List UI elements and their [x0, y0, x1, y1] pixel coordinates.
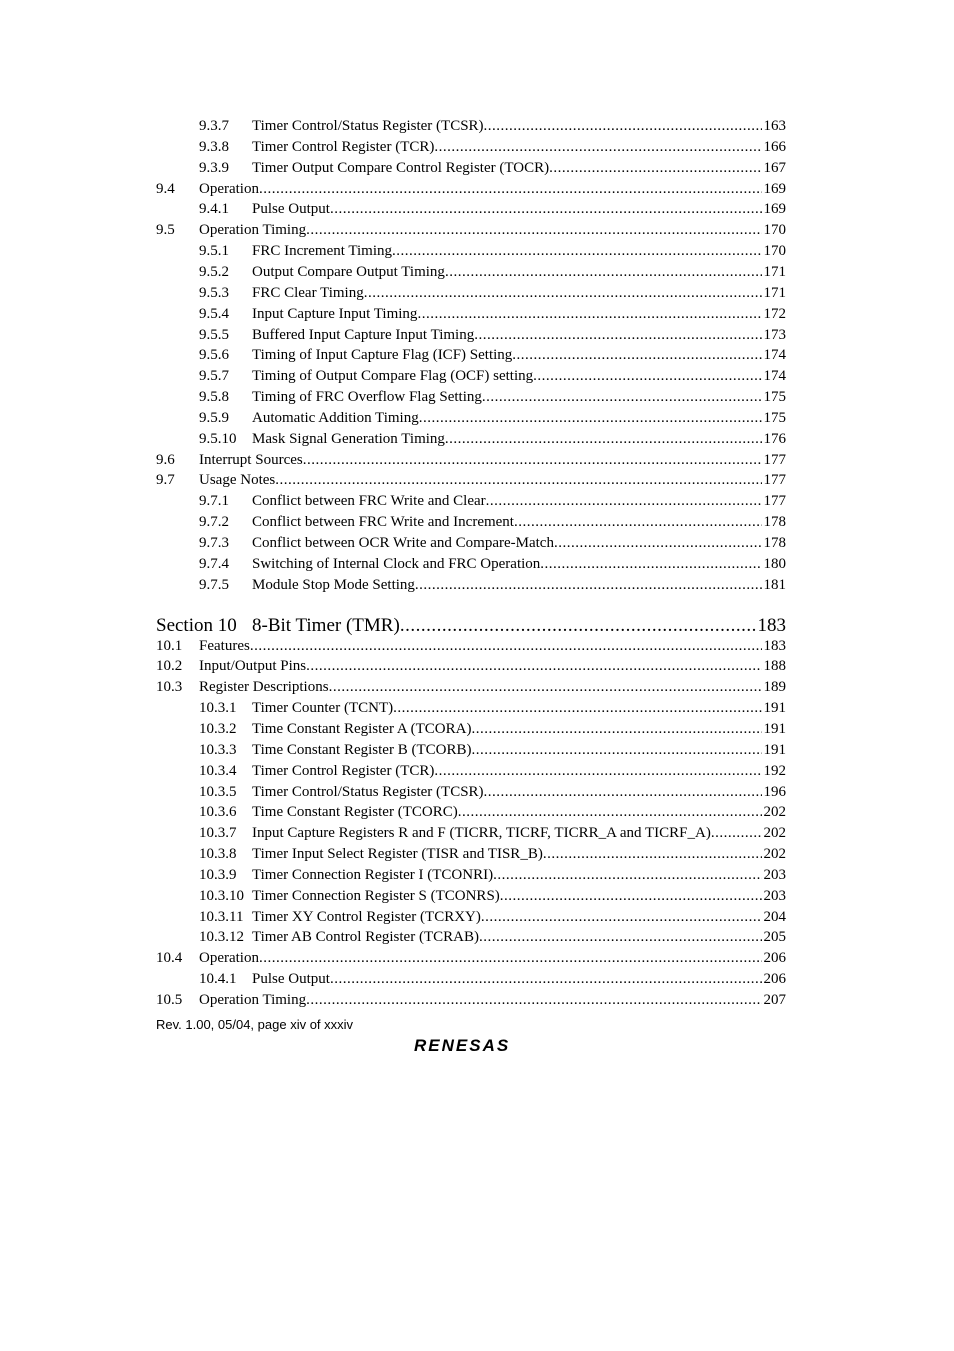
- toc-entry-number: 9.5.1: [199, 243, 229, 260]
- toc-entry[interactable]: [199, 325, 786, 346]
- toc-dot-leader: [479, 927, 762, 948]
- toc-entry-page: 170: [763, 222, 786, 239]
- toc-entry-number: 10.5: [156, 992, 183, 1008]
- toc-entry-number: 9.3.9: [199, 159, 229, 176]
- toc-dot-leader: [250, 636, 762, 657]
- toc-dot-leader: [415, 575, 762, 596]
- toc-entry[interactable]: [199, 199, 786, 220]
- toc-entry-page: 189: [763, 679, 786, 696]
- toc-entry-title: Timer Connection Register S (TCONRS): [252, 887, 500, 904]
- toc-entry-number: 10.4: [156, 950, 183, 967]
- toc-entry-title: Module Stop Mode Setting: [252, 576, 415, 593]
- toc-entry-page: 180: [763, 555, 786, 572]
- toc-dot-leader: [514, 512, 762, 533]
- toc-entry[interactable]: [199, 345, 786, 366]
- toc-entry-page: 170: [763, 243, 786, 260]
- toc-entry[interactable]: [199, 865, 786, 886]
- toc-entry-title: Pulse Output: [252, 971, 330, 988]
- toc-entry-title: FRC Increment Timing: [252, 243, 393, 260]
- toc-entry-page: 183: [763, 637, 786, 654]
- toc-entry-title: Timer Output Compare Control Register (TOCR): [252, 159, 550, 176]
- toc-entry[interactable]: [199, 554, 786, 575]
- toc-entry-number: 9.4: [156, 180, 175, 197]
- toc-dot-leader: [543, 844, 762, 865]
- toc-entry-page: 166: [763, 138, 786, 155]
- toc-dot-leader: [330, 969, 762, 990]
- toc-entry[interactable]: [156, 179, 786, 200]
- toc-dot-leader: [471, 719, 761, 740]
- toc-entry-number: 9.7.2: [199, 514, 229, 531]
- toc-entry-page: 203: [763, 866, 786, 883]
- toc-entry[interactable]: [156, 677, 786, 698]
- toc-entry-number: 9.4.1: [199, 201, 229, 218]
- toc-entry[interactable]: [199, 387, 786, 408]
- toc-entry-title: Operation Timing: [199, 992, 307, 1008]
- toc-entry[interactable]: [199, 698, 786, 719]
- toc-entry-title: Conflict between FRC Write and Clear: [252, 493, 486, 510]
- toc-entry[interactable]: [199, 907, 786, 928]
- toc-entry-number: 9.5.10: [199, 430, 237, 447]
- toc-entry-title: Pulse Output: [252, 201, 330, 218]
- toc-entry-title: Time Constant Register (TCORC): [252, 804, 458, 821]
- toc-dot-leader: [419, 408, 762, 429]
- toc-entry[interactable]: [199, 429, 786, 450]
- toc-entry[interactable]: [199, 241, 786, 262]
- toc-entry-page: 169: [763, 180, 786, 197]
- toc-dot-leader: [259, 179, 762, 200]
- toc-entry-number: 10.3.12: [199, 929, 244, 946]
- toc-entry-title: Timer Input Select Register (TISR and TISR_B): [252, 846, 543, 863]
- toc-entry-title: Register Descriptions: [199, 679, 329, 696]
- toc-entry-page: 191: [763, 720, 786, 737]
- toc-dot-leader: [434, 137, 761, 158]
- toc-entry[interactable]: [199, 761, 786, 782]
- toc-entry[interactable]: [156, 470, 786, 491]
- toc-entry-title: FRC Clear Timing: [252, 284, 364, 301]
- toc-dot-leader: [330, 199, 762, 220]
- toc-entry[interactable]: [199, 262, 786, 283]
- toc-entry-page: 205: [763, 929, 786, 946]
- toc-entry-page: 177: [763, 493, 786, 510]
- toc-entry-page: 181: [763, 576, 786, 593]
- toc-dot-leader: [512, 345, 761, 366]
- toc-entry-page: 163: [763, 118, 786, 134]
- toc-entry-number: Section 10: [156, 614, 237, 636]
- toc-entry-page: 178: [763, 514, 786, 531]
- toc-entry[interactable]: [199, 575, 786, 596]
- toc-entry-title: Timer Control/Status Register (TCSR): [252, 783, 484, 800]
- toc-entry-number: 9.7.3: [199, 535, 229, 551]
- toc-entry-number: 9.7.4: [199, 555, 229, 572]
- toc-entry-page: 175: [763, 389, 786, 406]
- toc-entry-title: Input Capture Registers R and F (TICRR, TICRF, TICRR_A and TICRF_A): [252, 825, 711, 842]
- toc-entry-number: 10.3.7: [199, 825, 237, 842]
- toc-entry-number: 10.3.6: [199, 804, 237, 821]
- toc-dot-leader: [500, 886, 762, 907]
- toc-dot-leader: [259, 948, 762, 969]
- toc-entry[interactable]: [199, 137, 786, 158]
- toc-entry-page: 203: [763, 887, 786, 904]
- toc-dot-leader: [275, 470, 761, 491]
- toc-entry-title: Interrupt Sources: [199, 451, 303, 468]
- toc-entry[interactable]: [199, 366, 786, 387]
- toc-entry-title: Mask Signal Generation Timing: [252, 430, 445, 447]
- toc-entry[interactable]: [199, 533, 786, 554]
- toc-entry-title: Input Capture Input Timing: [252, 305, 418, 322]
- toc-entry[interactable]: [199, 823, 786, 844]
- renesas-logo: [414, 1035, 534, 1060]
- toc-dot-leader: [484, 116, 762, 137]
- renesas-logo-text: RENESAS: [414, 1036, 511, 1055]
- toc-entry-page: 206: [763, 950, 786, 967]
- toc-entry-page: 167: [763, 159, 786, 176]
- toc-entry-title: Buffered Input Capture Input Timing: [252, 326, 475, 343]
- toc-entry-number: 9.5.7: [199, 368, 229, 385]
- toc-entry-number: 9.5.5: [199, 326, 229, 343]
- toc-entry-title: Timer Control Register (TCR): [252, 138, 435, 155]
- toc-entry-page: 176: [763, 430, 786, 447]
- toc-entry-title: Time Constant Register B (TCORB): [252, 741, 472, 758]
- toc-entry-number: 9.7: [156, 472, 175, 489]
- toc-dot-leader: [392, 241, 761, 262]
- toc-dot-leader: [364, 283, 762, 304]
- toc-entry-title: 8-Bit Timer (TMR): [252, 614, 400, 636]
- toc-entry-page: 173: [763, 326, 786, 343]
- toc-entry-page: 196: [763, 783, 786, 800]
- toc-entry-number: 9.5.8: [199, 389, 229, 406]
- toc-entry-page: 171: [763, 263, 786, 280]
- toc-entry[interactable]: [156, 636, 786, 657]
- toc-entry-page: 177: [763, 451, 786, 468]
- toc-entry-page: 192: [763, 762, 786, 779]
- toc-entry-title: Time Constant Register A (TCORA): [252, 720, 472, 737]
- toc-dot-leader: [540, 554, 761, 575]
- toc-entry-title: Timer XY Control Register (TCRXY): [252, 908, 481, 925]
- toc-entry[interactable]: [199, 740, 786, 761]
- toc-entry-number: 10.3.8: [199, 846, 237, 863]
- toc-entry-title: Usage Notes: [199, 472, 276, 489]
- toc-entry[interactable]: [156, 990, 786, 1011]
- toc-dot-leader: [306, 656, 761, 677]
- toc-dot-leader: [471, 740, 761, 761]
- toc-dot-leader: [533, 366, 761, 387]
- toc-entry-page: 206: [763, 971, 786, 988]
- toc-entry-title: Timing of FRC Overflow Flag Setting: [252, 389, 482, 406]
- toc-entry-page: 174: [763, 347, 786, 364]
- toc-entry-number: 9.5.6: [199, 347, 229, 364]
- toc-entry-page: 177: [763, 472, 786, 489]
- toc-entry-number: 9.5.2: [199, 263, 229, 280]
- toc-entry-title: Conflict between OCR Write and Compare-Match: [252, 535, 554, 551]
- toc-entry[interactable]: [199, 782, 786, 803]
- toc-entry-page: 178: [763, 535, 786, 551]
- toc-entry-page: 169: [763, 201, 786, 218]
- toc-entry-title: Operation Timing: [199, 222, 307, 239]
- toc-dot-leader: [445, 262, 762, 283]
- toc-entry[interactable]: [156, 220, 786, 241]
- toc-entry[interactable]: [156, 450, 786, 471]
- toc-entry-title: Timing of Output Compare Flag (OCF) setting: [252, 368, 534, 385]
- toc-entry-page: 202: [763, 825, 786, 842]
- toc-entry[interactable]: [199, 116, 786, 137]
- toc-entry-title: Timer Control Register (TCR): [252, 762, 435, 779]
- toc-entry-title: Timer Connection Register I (TCONRI): [252, 866, 494, 883]
- toc-entry-page: 183: [757, 614, 786, 636]
- toc-entry-number: 10.3.11: [199, 908, 244, 925]
- toc-dot-leader: [493, 865, 761, 886]
- toc-entry[interactable]: [199, 719, 786, 740]
- toc-entry-page: 175: [763, 409, 786, 426]
- toc-entry-number: 10.3.2: [199, 720, 237, 737]
- toc-entry-page: 191: [763, 741, 786, 758]
- toc-entry-title: Timer Counter (TCNT): [252, 700, 394, 717]
- toc-entry-page: 202: [763, 846, 786, 863]
- toc-entry-number: 10.3.3: [199, 741, 237, 758]
- toc-entry[interactable]: [199, 802, 786, 823]
- toc-dot-leader: [554, 533, 762, 554]
- toc-entry[interactable]: [199, 844, 786, 865]
- toc-entry-number: 10.3.5: [199, 783, 237, 800]
- toc-entry-title: Features: [199, 637, 250, 654]
- toc-dot-leader: [711, 823, 762, 844]
- toc-entry-page: 174: [763, 368, 786, 385]
- toc-entry-number: 10.3.10: [199, 887, 244, 904]
- toc-dot-leader: [458, 802, 762, 823]
- toc-entry-number: 10.2: [156, 658, 183, 675]
- toc-dot-leader: [481, 907, 762, 928]
- toc-entry[interactable]: [199, 304, 786, 325]
- toc-entry-title: Timing of Input Capture Flag (ICF) Setting: [252, 347, 513, 364]
- toc-entry-number: 10.3.9: [199, 866, 237, 883]
- toc-entry-title: Operation: [199, 950, 259, 967]
- toc-dot-leader: [306, 220, 761, 241]
- toc-entry-number: 10.3: [156, 679, 183, 696]
- toc-entry-number: 10.3.1: [199, 700, 237, 717]
- toc-dot-leader: [549, 158, 761, 179]
- toc-entry-title: Input/Output Pins: [199, 658, 307, 675]
- toc-dot-leader: [393, 698, 761, 719]
- toc-dot-leader: [303, 450, 762, 471]
- toc-entry-page: 202: [763, 804, 786, 821]
- toc-entry-page: 204: [763, 908, 786, 925]
- toc-entry[interactable]: [199, 408, 786, 429]
- toc-entry-number: 9.5.4: [199, 305, 229, 322]
- toc-entry-number: 9.3.8: [199, 138, 229, 155]
- toc-entry[interactable]: [199, 969, 786, 990]
- toc-entry-number: 9.3.7: [199, 118, 229, 134]
- toc-entry-number: 10.1: [156, 637, 183, 654]
- toc-entry-title: Timer AB Control Register (TCRAB): [252, 929, 479, 946]
- toc-entry-title: Automatic Addition Timing: [252, 409, 419, 426]
- toc-entry-number: 9.5.3: [199, 284, 229, 301]
- page-footer: Rev. 1.00, 05/04, page xiv of xxxiv: [156, 1017, 354, 1032]
- toc-entry[interactable]: [199, 491, 786, 512]
- toc-entry-number: 9.7.1: [199, 493, 229, 510]
- toc-entry-title: Timer Control/Status Register (TCSR): [252, 118, 484, 134]
- toc-dot-leader: [306, 990, 761, 1011]
- toc-entry-number: 10.3.4: [199, 762, 237, 779]
- toc-entry[interactable]: [156, 948, 786, 969]
- toc-entry-title: Conflict between FRC Write and Increment: [252, 514, 514, 531]
- toc-entry[interactable]: [156, 656, 786, 677]
- toc-entry[interactable]: [199, 927, 786, 948]
- toc-entry[interactable]: [199, 512, 786, 533]
- toc-entry-title: Operation: [199, 180, 259, 197]
- toc-entry-page: 207: [763, 992, 786, 1008]
- toc-dot-leader: [474, 325, 761, 346]
- toc-entry-page: 191: [763, 700, 786, 717]
- toc-entry-number: 10.4.1: [199, 971, 237, 988]
- toc-entry-page: 171: [763, 284, 786, 301]
- toc-entry-number: 9.6: [156, 451, 175, 468]
- toc-entry[interactable]: [199, 886, 786, 907]
- toc-entry-title: Output Compare Output Timing: [252, 263, 445, 280]
- toc-dot-leader: [486, 491, 762, 512]
- toc-entry-number: 9.7.5: [199, 576, 229, 593]
- toc-entry-page: 172: [763, 305, 786, 322]
- toc-entry-page: 188: [763, 658, 786, 675]
- toc-entry-title: Switching of Internal Clock and FRC Operation: [252, 555, 541, 572]
- toc-dot-leader: [484, 782, 762, 803]
- toc-entry-number: 9.5.9: [199, 409, 229, 426]
- toc-entry-number: 9.5: [156, 222, 175, 239]
- toc-dot-leader: [434, 761, 761, 782]
- toc-dot-leader: [329, 677, 762, 698]
- toc-dot-leader: [482, 387, 762, 408]
- toc-entry[interactable]: [199, 158, 786, 179]
- toc-dot-leader: [417, 304, 761, 325]
- toc-entry[interactable]: [199, 283, 786, 304]
- toc-dot-leader: [445, 429, 762, 450]
